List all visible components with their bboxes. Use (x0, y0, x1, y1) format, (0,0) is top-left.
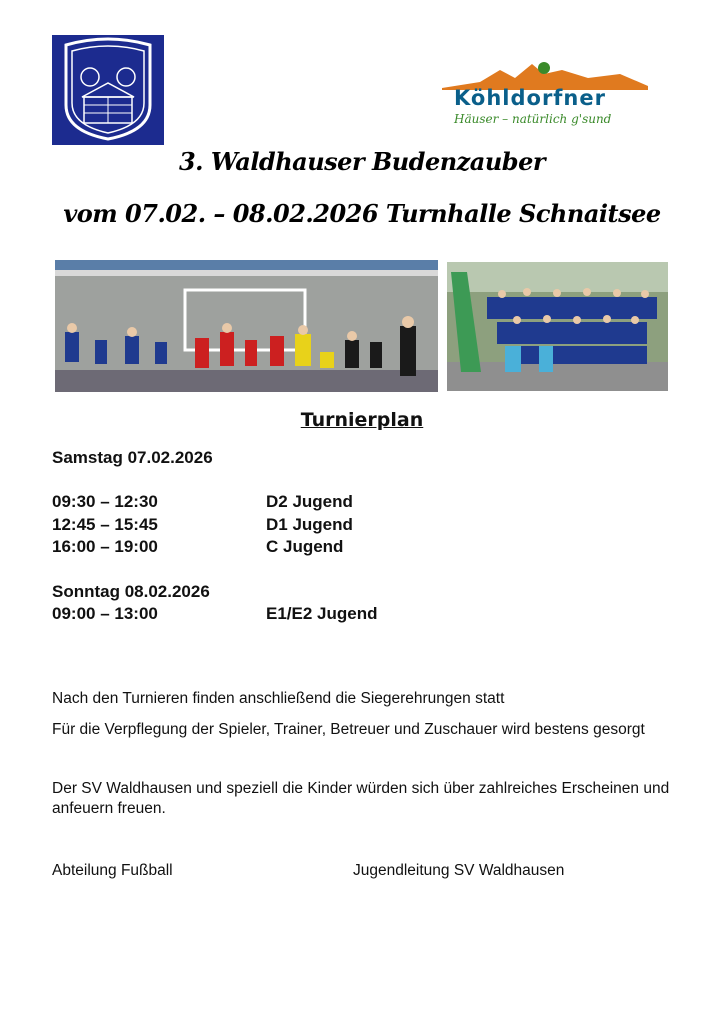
slot-time: 09:30 – 12:30 (52, 492, 158, 511)
sponsor-logo (440, 60, 650, 138)
slot-team: C Jugend (266, 537, 344, 556)
note-award-ceremony: Nach den Turnieren finden anschließend die Siegerehrungen statt (52, 690, 505, 707)
slot-team: D1 Jugend (266, 515, 353, 534)
team-photo-outdoor (447, 262, 668, 391)
plan-heading: Turnierplan (300, 409, 424, 431)
slot-time: 09:00 – 13:00 (52, 604, 158, 623)
team-photo-gym (55, 260, 438, 392)
slot-team: D2 Jugend (266, 492, 353, 511)
event-title: 3. Waldhauser Budenzauber (178, 147, 545, 176)
signature-right: Jugendleitung SV Waldhausen (353, 862, 565, 879)
club-crest-logo (52, 35, 164, 145)
saturday-label: Samstag 07.02.2026 (52, 448, 213, 467)
signature-left: Abteilung Fußball (52, 862, 173, 879)
sponsor-tagline: Häuser – natürlich g'sund (454, 112, 612, 126)
sponsor-name: Köhldorfner (454, 86, 606, 110)
note-catering: Für die Verpflegung der Spieler, Trainer, Betreuer und Zuschauer wird bestens gesorgt (52, 721, 645, 738)
slot-time: 12:45 – 15:45 (52, 515, 158, 534)
slot-time: 16:00 – 19:00 (52, 537, 158, 556)
slot-team: E1/E2 Jugend (266, 604, 378, 623)
event-date-location: vom 07.02. – 08.02.2026 Turnhalle Schnaitsee (63, 199, 661, 228)
note-invitation: Der SV Waldhausen und speziell die Kinder würden sich über zahlreiches Erscheinen und anfeuern freuen. (52, 780, 670, 817)
sunday-label: Sonntag 08.02.2026 (52, 582, 210, 601)
